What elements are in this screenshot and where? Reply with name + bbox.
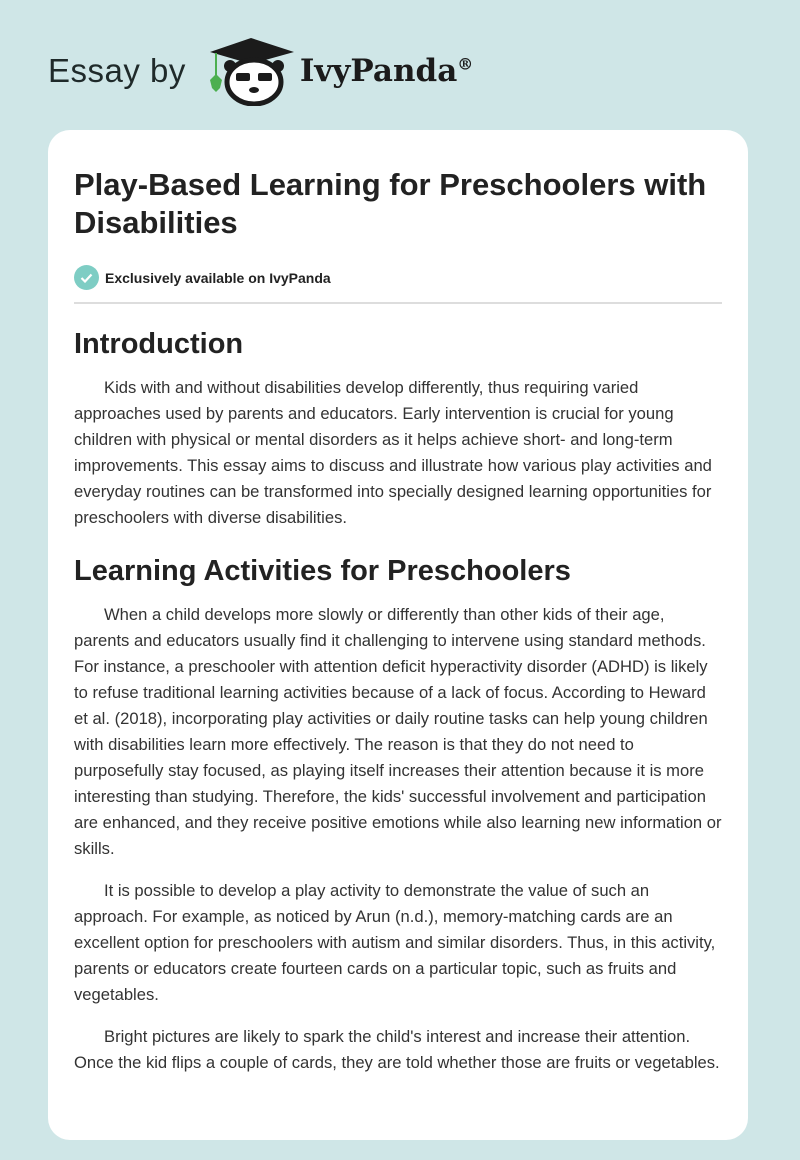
section-heading: Learning Activities for Preschoolers (74, 555, 571, 587)
divider (74, 302, 722, 304)
site-header (48, 36, 473, 106)
paragraph: Kids with and without disabilities develop differently, thus requiring varied approaches used by parents and educators. Early intervention is crucial for young children with physical or mental disorders as it helps achieve short- and long-term improvements. This essay aims to discuss and illustrate how various play activities and everyday routines can be transformed into specially designed learning opportunities for preschoolers with diverse disabilities. (74, 378, 712, 527)
check-icon (74, 265, 99, 290)
paragraph: Bright pictures are likely to spark the child's interest and increase their attention. Once the kid flips a couple of cards, they are told whether those are fruits or vegetables. (74, 1027, 720, 1072)
registered-mark: ® (457, 54, 474, 74)
essay-by-label: Essay by (48, 52, 186, 89)
section-heading: Introduction (74, 328, 244, 360)
ivypanda-logo-icon[interactable] (206, 36, 296, 106)
exclusive-badge (74, 265, 722, 290)
paragraph: When a child develops more slowly or differently than other kids of their age, parents and educators usually find it challenging to intervene using standard methods. For instance, a preschooler with attention deficit hyperactivity disorder (ADHD) is likely to refuse traditional learning activities because of a lack of focus. According to Heward et al. (2018), incorporating play activities or daily routine tasks can help young children with disabilities learn more effectively. The reason is that they do not need to purposefully stay focused, as playing itself increases their attention because it is more interesting than studying. Therefore, the kids' successful involvement and participation are enhanced, and they receive positive emotions while also learning new information or skills. (74, 605, 722, 858)
exclusive-label: Exclusively available on IvyPanda (105, 269, 331, 286)
essay-card (48, 130, 748, 1140)
page-title: Play-Based Learning for Preschoolers with Disabilities (74, 167, 707, 240)
paragraph: It is possible to develop a play activity to demonstrate the value of such an approach. For example, as noticed by Arun (n.d.), memory-matching cards are an excellent option for preschoolers with autism and similar disorders. Thus, in this activity, parents or educators create fourteen cards on a particular topic, such as fruits and vegetables. (74, 881, 716, 1004)
brand-text: IvyPanda (299, 53, 458, 89)
brand-name[interactable] (300, 53, 473, 89)
